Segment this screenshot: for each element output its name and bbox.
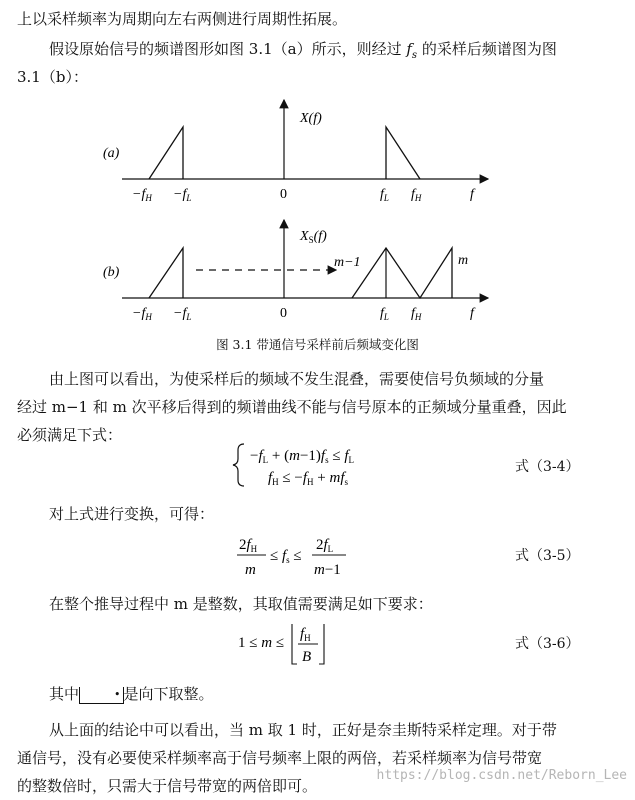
label-m-minus-1: m−1 (334, 255, 361, 270)
paragraph-4 (17, 680, 622, 708)
label-m: m (458, 253, 469, 268)
paragraph-1-line-1: 由上图可以看出，为使采样后的频域不发生混叠，需要使信号负频域的分量 (49, 370, 545, 388)
neg-triangle-b (149, 248, 183, 298)
tick-neg-fh: $-f_H$ (132, 306, 152, 322)
svg-text:2fL: $2f_L$ (316, 537, 334, 554)
floor-right (319, 624, 324, 664)
tick-f: f (470, 306, 474, 321)
svg-text:B: B (302, 649, 312, 665)
equation-number-3-5: 式（3-5） (515, 548, 580, 564)
figure-caption: 图 3.1 带通信号采样前后频域变化图 (216, 337, 419, 352)
svg-text:fH: $f_H$ (300, 626, 311, 643)
tick-fl: $f_L$ (380, 187, 389, 203)
tick-f: f (470, 187, 474, 202)
label-b: (b) (103, 265, 120, 280)
paragraph-line-1: 上以采样频率为周期向左右两侧进行周期性拓展。 (17, 10, 348, 28)
svg-text:≤ fs ≤: ≤ $f_s$ ≤ (270, 548, 302, 565)
tick-neg-fh: $-f_H$ (132, 187, 152, 203)
tick-neg-fl: $-f_L$ (173, 306, 192, 322)
title-a: X(f) (300, 111, 322, 126)
svg-text:−fL + (m−1)fs ≤ fL: $-f_L + (m-1)f_s \le f_L$ (250, 448, 355, 465)
paragraph-3: 在整个推导过程中 m 是整数，其取值需要满足如下要求： (49, 595, 433, 613)
text-segment: 其中 (49, 685, 80, 703)
svg-text:fH ≤ −fH + mfs: $f_H \le -f_H + mf_s$ (268, 470, 349, 487)
paragraph-5-line-2: 通信号，没有必要使采样频率高于信号频率上限的两倍，若采样频率为信号带宽 (17, 749, 543, 767)
tick-fh: $f_H$ (411, 306, 422, 322)
svg-text:2fH: $2f_H$ (239, 537, 258, 554)
paragraph-1-line-2: 经过 m−1 和 m 次平移后得到的频谱曲线不能与信号原本的正频域分量重叠，因此 (17, 398, 567, 416)
text-segment: 的采样后频谱图为图 (421, 40, 557, 58)
label-a: (a) (103, 146, 120, 161)
paragraph-5-line-1: 从上面的结论中可以看出，当 m 取 1 时，正好是奈圭斯特采样定理。对于带 (49, 721, 557, 739)
floor-symbol: • (79, 687, 124, 704)
figure-b (103, 220, 488, 322)
tick-zero: 0 (280, 306, 287, 321)
equation-3-4 (230, 440, 430, 490)
paragraph-2: 对上式进行变换，可得： (49, 505, 215, 523)
paragraph-5-line-3: 的整数倍时，只需大于信号带宽的两倍即可。 (17, 777, 318, 795)
tick-fl: $f_L$ (380, 306, 389, 322)
equation-3-5 (236, 532, 406, 578)
svg-text:m: m (245, 562, 256, 578)
watermark: https://blog.csdn.net/Reborn_Lee (376, 768, 627, 783)
svg-text:m−1: m−1 (314, 562, 341, 578)
fs-symbol: $f_s$ (406, 40, 418, 61)
title-b: $X_S(f)$ (300, 229, 327, 245)
text-segment: 是向下取整。 (123, 685, 214, 703)
shifted-spectra (352, 248, 452, 298)
spectrum-figure (0, 0, 635, 340)
equation-number-3-6: 式（3-6） (515, 636, 580, 652)
equation-number-3-4: 式（3-4） (515, 459, 580, 475)
ticks-a (132, 187, 476, 203)
left-brace (233, 444, 244, 486)
svg-text:1 ≤ m ≤: 1 ≤ m ≤ (238, 635, 285, 651)
pos-triangle-a (386, 127, 420, 179)
tick-neg-fl: $-f_L$ (173, 187, 192, 203)
paragraph-line-3: 3.1（b）： (17, 68, 88, 86)
floor-left (292, 624, 297, 664)
figure-a (103, 100, 488, 203)
ticks-b (132, 306, 476, 322)
tick-fh: $f_H$ (411, 187, 422, 203)
equation-3-6 (236, 620, 356, 668)
text-segment: 假设原始信号的频谱图形如图 3.1（a）所示，则经过 (49, 40, 402, 58)
tick-zero: 0 (280, 187, 287, 202)
neg-triangle-a (149, 127, 183, 179)
paragraph-1-line-3: 必须满足下式： (17, 426, 123, 444)
